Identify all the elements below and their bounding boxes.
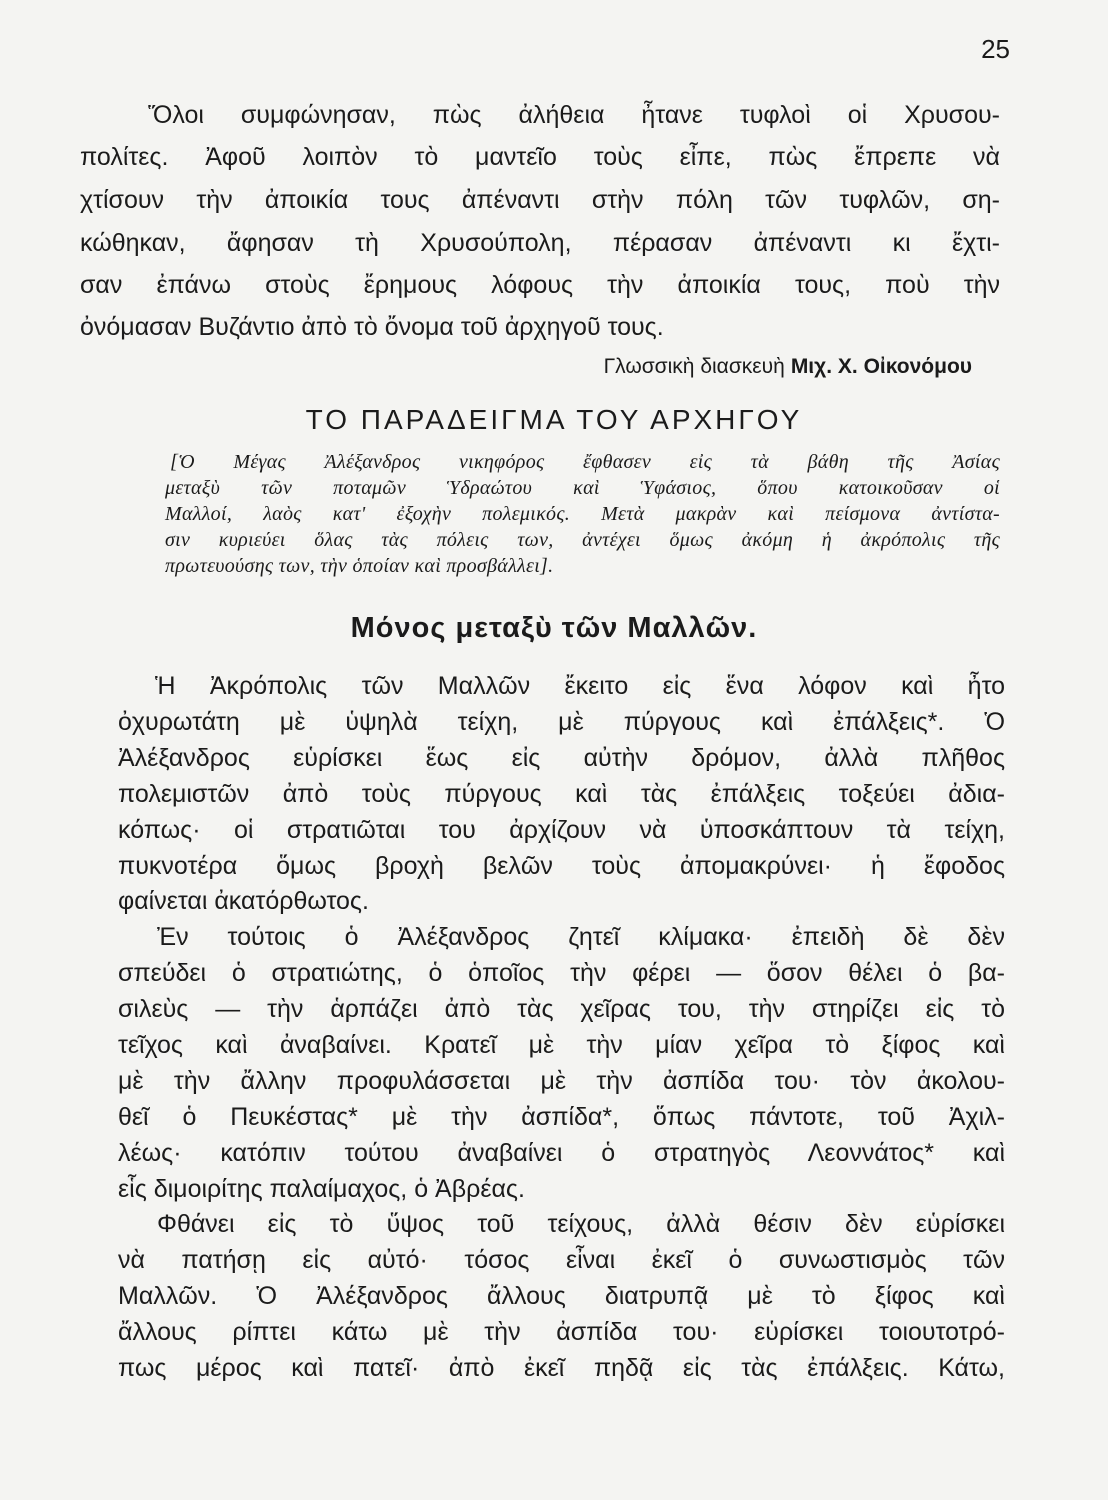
- excerpt-line: σαν ἐπάνω στοὺς ἔρημους λόφους τὴν ἀποικία τους, ποὺ τὴν: [80, 271, 1000, 299]
- body-line: λέως· κατόπιν τούτου ἀναβαίνει ὁ στρατηγὸς Λεοννάτος* καὶ: [118, 1139, 1005, 1167]
- body-line: Ἡ Ἀκρόπολις τῶν Μαλλῶν ἔκειτο εἰς ἕνα λόφον καὶ ἦτο: [155, 672, 1005, 700]
- body-line: πολεμιστῶν ἀπὸ τοὺς πύργους καὶ τὰς ἐπάλξεις τοξεύει ἀδια-: [118, 780, 1005, 808]
- body-line: μὲ τὴν ἄλλην προφυλάσσεται μὲ τὴν ἀσπίδα του· τὸν ἀκολου-: [118, 1067, 1005, 1095]
- body-line: Ἀλέξανδρος εὑρίσκει ἕως εἰς αὐτὴν δρόμον, ἀλλὰ πλῆθος: [118, 744, 1005, 772]
- body-line: Ἐν τούτοις ὁ Ἀλέξανδρος ζητεῖ κλίμακα· ἐπειδὴ δὲ δὲν: [157, 923, 1005, 951]
- body-line: εἷς διμοιρίτης παλαίμαχος, ὁ Ἀβρέας.: [118, 1175, 525, 1203]
- excerpt-line: χτίσουν τὴν ἀποικία τους ἀπέναντι στὴν πόλη τῶν τυφλῶν, ση-: [80, 186, 1000, 214]
- intro-line: μεταξὺ τῶν ποταμῶν Ὑδραώτου καὶ Ὑφάσιος, ὅπου κατοικοῦσαν οἱ: [165, 477, 1000, 499]
- body-line: ἄλλους ρίπτει κάτω μὲ τὴν ἀσπίδα του· εὑρίσκει τοιουτοτρό-: [118, 1318, 1005, 1346]
- excerpt-line: Ὅλοι συμφώνησαν, πὼς ἀλήθεια ἦτανε τυφλοὶ οἱ Χρυσου-: [148, 101, 1000, 129]
- excerpt-line: πολίτες. Ἀφοῦ λοιπὸν τὸ μαντεῖο τοὺς εἶπε, πὼς ἔπρεπε νὰ: [80, 143, 1000, 171]
- chapter-title: ΤΟ ΠΑΡΑΔΕΙΓΜΑ ΤΟΥ ΑΡΧΗΓΟΥ: [305, 404, 803, 435]
- intro-line: Μαλλοί, λαὸς κατ' ἐξοχὴν πολεμικός. Μετὰ μακρὰν καὶ πείσμονα ἀντίστα-: [165, 503, 1000, 525]
- body-line: Μαλλῶν. Ὁ Ἀλέξανδρος ἄλλους διατρυπᾷ μὲ τὸ ξίφος καὶ: [118, 1282, 1005, 1310]
- body-line: νὰ πατήσῃ εἰς αὐτό· τόσος εἶναι ἐκεῖ ὁ συνωστισμὸς τῶν: [118, 1246, 1005, 1274]
- body-line: θεῖ ὁ Πευκέστας* μὲ τὴν ἀσπίδα*, ὅπως πάντοτε, τοῦ Ἀχιλ-: [118, 1103, 1005, 1131]
- body-line: Φθάνει εἰς τὸ ὕψος τοῦ τείχους, ἀλλὰ θέσιν δὲν εὑρίσκει: [157, 1210, 1005, 1238]
- intro-line: πρωτευούσης των, τὴν ὁποίαν καὶ προσβάλλει].: [165, 555, 554, 577]
- attribution-label: Γλωσσικὴ διασκευὴ: [603, 355, 785, 378]
- body-line: ὀχυρωτάτη μὲ ὑψηλὰ τείχη, μὲ πύργους καὶ ἐπάλξεις*. Ὁ: [118, 708, 1005, 736]
- intro-line: [Ὁ Μέγας Ἀλέξανδρος νικηφόρος ἔφθασεν εἰς τὰ βάθη τῆς Ἀσίας: [170, 451, 1000, 473]
- attribution: [420, 354, 972, 379]
- page-number: 25: [981, 34, 1010, 64]
- body-line: πυκνοτέρα ὅμως βροχὴ βελῶν τοὺς ἀπομακρύνει· ἡ ἔφοδος: [118, 852, 1005, 880]
- body-line: σπεύδει ὁ στρατιώτης, ὁ ὁποῖος τὴν φέρει — ὅσον θέλει ὁ βα-: [118, 959, 1005, 987]
- attribution-author: Μιχ. Χ. Οἰκονόμου: [790, 355, 972, 378]
- intro-line: σιν κυριεύει ὅλας τὰς πόλεις των, ἀντέχει ὅμως ἀκόμη ἡ ἀκρόπολις τῆς: [165, 529, 1000, 551]
- body-line: σιλεὺς — τὴν ἁρπάζει ἀπὸ τὰς χεῖρας του, τὴν στηρίζει εἰς τὸ: [118, 995, 1005, 1023]
- body-line: κόπως· οἱ στρατιῶται του ἀρχίζουν νὰ ὑποσκάπτουν τὰ τείχη,: [118, 816, 1005, 844]
- body-line: φαίνεται ἀκατόρθωτος.: [118, 887, 369, 915]
- excerpt-line: ὀνόμασαν Βυζάντιο ἀπὸ τὸ ὄνομα τοῦ ἀρχηγοῦ τους.: [80, 313, 664, 341]
- body-line: πως μέρος καὶ πατεῖ· ἀπὸ ἐκεῖ πηδᾷ εἰς τὰς ἐπάλξεις. Κάτω,: [118, 1354, 1005, 1382]
- section-title: Μόνος μεταξὺ τῶν Μαλλῶν.: [350, 612, 758, 644]
- excerpt-line: κώθηκαν, ἄφησαν τὴ Χρυσούπολη, πέρασαν ἀπέναντι κι ἔχτι-: [80, 229, 1000, 257]
- body-line: τεῖχος καὶ ἀναβαίνει. Κρατεῖ μὲ τὴν μίαν χεῖρα τὸ ξίφος καὶ: [118, 1031, 1005, 1059]
